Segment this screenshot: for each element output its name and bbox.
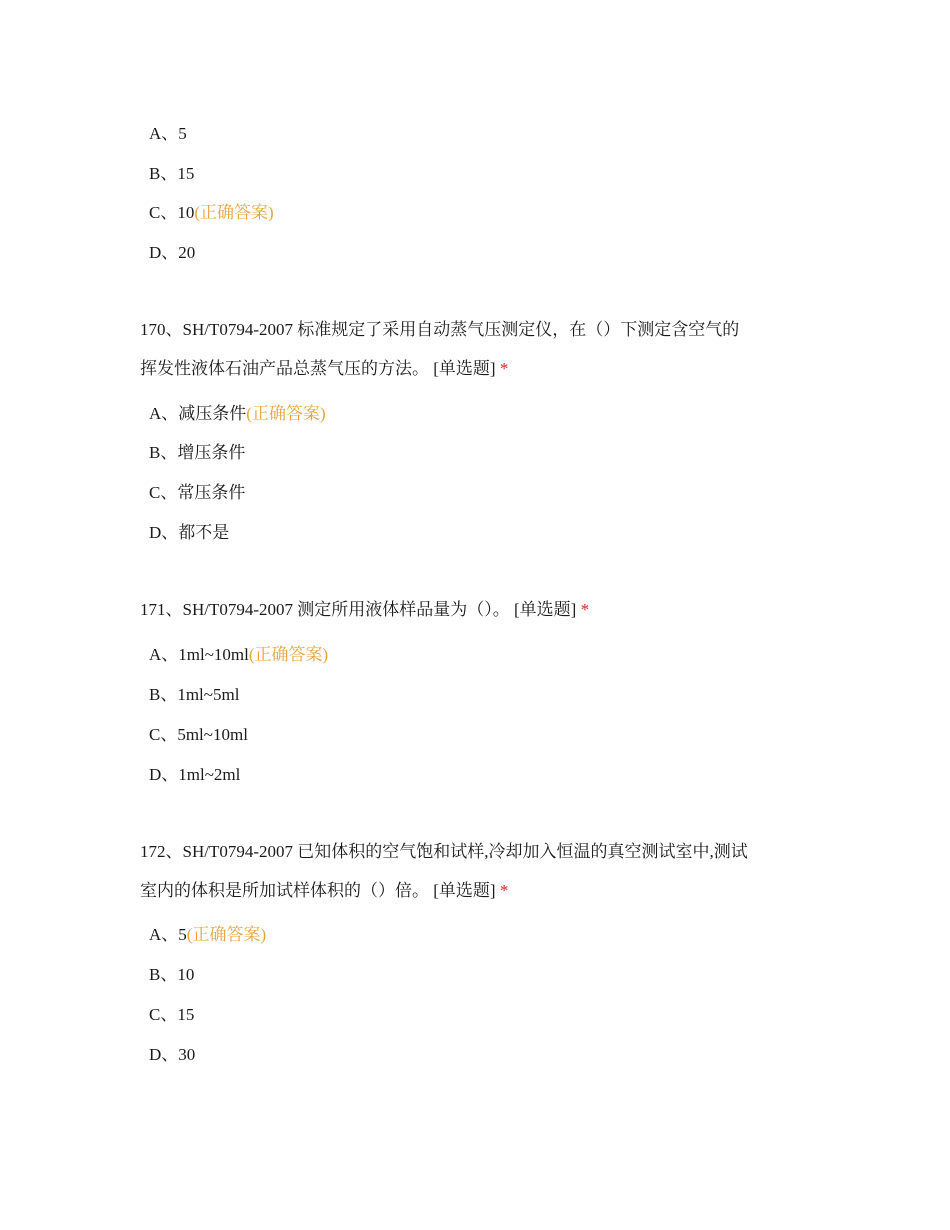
option-label: A、1ml~10ml: [149, 645, 249, 664]
correct-answer-marker: (正确答案): [246, 404, 326, 423]
question-type: [单选题]: [514, 600, 577, 619]
option-label: D、1ml~2ml: [149, 765, 241, 784]
question-text-line-2: [140, 871, 820, 910]
q171-option-d: [149, 764, 240, 786]
option-label: D、都不是: [149, 523, 230, 542]
question-text: 室内的体积是所加试样体积的（）倍。: [140, 881, 429, 900]
question-type: [单选题]: [433, 881, 496, 900]
q172-option-d: [149, 1044, 195, 1066]
option-label: A、5: [149, 925, 187, 944]
q169-option-a: [149, 123, 187, 145]
option-label: B、增压条件: [149, 443, 246, 462]
correct-answer-marker: (正确答案): [248, 645, 329, 664]
option-label: C、常压条件: [149, 483, 246, 502]
question-text-line-2: [140, 349, 820, 388]
option-label: C、10: [149, 203, 195, 222]
q172-option-c: [149, 1004, 194, 1026]
q170-option-c: [149, 482, 245, 504]
q171-option-c: [149, 724, 248, 746]
option-label: B、1ml~5ml: [149, 685, 240, 704]
option-label: C、15: [149, 1005, 195, 1024]
q169-option-b: [149, 163, 194, 185]
question-text-line-1: [140, 590, 820, 629]
option-label: A、5: [149, 124, 187, 143]
required-marker: *: [580, 600, 590, 619]
question-text: 挥发性液体石油产品总蒸气压的方法。: [140, 359, 429, 378]
option-label: D、30: [149, 1045, 196, 1064]
q171-question: [140, 590, 820, 629]
option-label: B、10: [149, 965, 195, 984]
q172-question: [140, 832, 820, 910]
option-label: D、20: [149, 243, 196, 262]
correct-answer-marker: (正确答案): [186, 925, 267, 944]
q169-option-c: [149, 202, 274, 224]
question-text-line-1: 172、SH/T0794-2007 已知体积的空气饱和试样,冷却加入恒温的真空测试室中,测试: [140, 842, 748, 861]
q170-option-b: [149, 442, 245, 464]
q171-option-b: [149, 684, 239, 706]
q169-option-d: [149, 242, 195, 264]
q171-option-a: [149, 644, 328, 666]
correct-answer-marker: (正确答案): [194, 203, 274, 222]
required-marker: *: [499, 881, 509, 900]
option-label: A、减压条件: [149, 404, 247, 423]
option-label: B、15: [149, 164, 195, 183]
question-text-line-1: 170、SH/T0794-2007 标准规定了采用自动蒸气压测定仪，在（）下测定含空气的: [140, 320, 740, 339]
q170-option-a: [149, 403, 326, 425]
q170-question: [140, 310, 820, 388]
question-text: 171、SH/T0794-2007 测定所用液体样品量为（）。: [140, 600, 510, 619]
question-type: [单选题]: [433, 359, 496, 378]
q172-option-b: [149, 964, 194, 986]
option-label: C、5ml~10ml: [149, 725, 248, 744]
q172-option-a: [149, 924, 266, 946]
q170-option-d: [149, 522, 229, 544]
required-marker: *: [499, 359, 509, 378]
